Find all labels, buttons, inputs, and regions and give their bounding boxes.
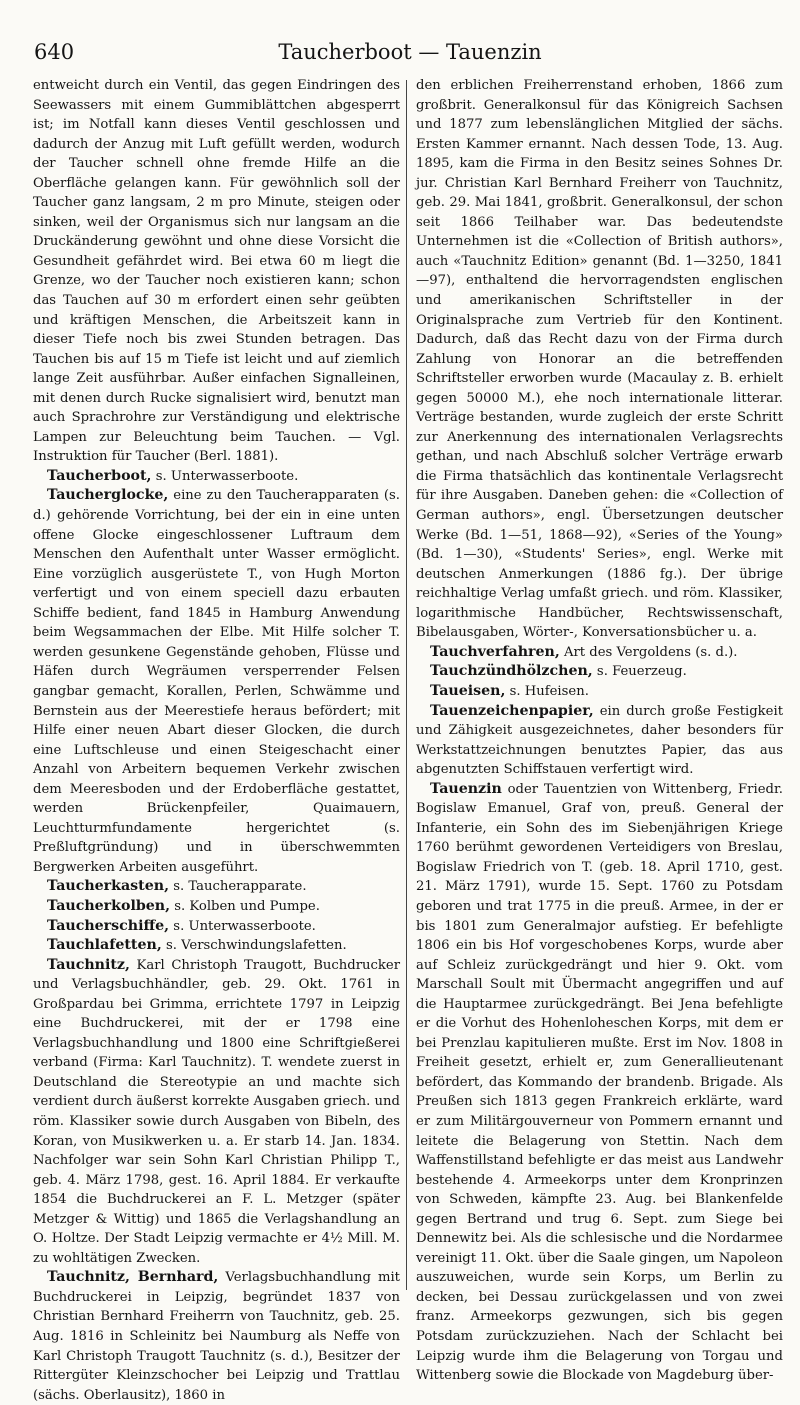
page-header	[34, 38, 786, 68]
entry-headword: Taueisen,	[430, 682, 506, 699]
left-column	[33, 76, 400, 1403]
entry-tauchlafetten	[33, 936, 400, 956]
continuation-text: den erblichen Freiherrenstand erhoben, 1866 zum großbrit. Generalkonsul für das Königreich Sachsen und 1877 zum lebenslänglichen Mitglied der sächs. Ersten Kammer ernannt. Nach dessen Tode, 13. Aug. 1895, kam die Firma in den Besitz seines Sohnes Dr. jur. Christian Karl Bernhard Freiherr von Tauchnitz, geb. 29. Mai 1841, großbrit. Generalkonsul, der schon seit 1866 Teilhaber war. Das bedeutendste Unternehmen ist die «Collection of British authors», auch «Tauchnitz Edition» genannt (Bd. 1—3250, 1841—97), enthaltend die hervorragendsten englischen und amerikanischen Schriftsteller in der Originalsprache zum Vertrieb für den Kontinent. Dadurch, daß das Recht dazu von der Firma durch Zahlung von Honorar an die betreffenden Schriftsteller erworben wurde (Macaulay z. B. erhielt gegen 50000 M.), ehe noch internationale litterar. Verträge bestanden, wurde zugleich der erste Schritt zur Anerkennung des internationalen Verlagsrechts gethan, und nach Abschluß solcher Verträge erwarb die Firma thatsächlich das kontinentale Verlagsrecht für ihre Ausgaben. Daneben gehen: die «Collection of German authors», engl. Übersetzungen deutscher Werke (Bd. 1—51, 1868—92), «Series of the Young» (Bd. 1—30), «Students' Series», engl. Werke mit deutschen Anmerkungen (1886 fg.). Der übrige reichhaltige Verlag umfaßt griech. und röm. Klassiker, logarithmische Handbücher, Rechtswissenschaft, Bibelausgaben, Wörter-, Konversationsbücher u. a.	[416, 78, 783, 641]
entry-headword: Taucherboot,	[47, 467, 152, 484]
entry-text: oder Tauentzien von Wittenberg, Friedr. Bogislaw Emanuel, Graf von, preuß. General der Infanterie, ein Sohn des im Siebenjährigen Kriege 1760 berühmt gewordenen Verteidigers von Breslau, Bogislaw Friedrich von T. (geb. 18. April 1710, gest. 21. März 1791), wurde 15. Sept. 1760 zu Potsdam geboren und trat 1775 in die preuß. Armee, in der er bis 1801 zum Generalmajor aufstieg. Er befehligte 1806 ein bis Hof vorgeschobenes Korps, wurde aber auf Schleiz zurückgedrängt und hier 9. Okt. vom Marschall Soult mit Übermacht angegriffen und auf die Hauptarmee zurückgedrängt. Bei Jena befehligte er die Vorhut des Hohenloheschen Korps, mit dem er bei Prenzlau kapitulieren mußte. Erst im Nov. 1808 in Freiheit gesetzt, erhielt er, zum Generallieutenant befördert, das Kommando der brandenb. Brigade. Als Preußen sich 1813 gegen Frankreich erklärte, ward er zum Militärgouverneur von Pommern ernannt und leitete die Belagerung von Stettin. Nach dem Waffenstillstand befehligte er das meist aus Landwehr bestehende 4. Armeekorps unter dem Kronprinzen von Schweden, kämpfte 23. Aug. bei Blankenfelde gegen Bertrand und trug 6. Sept. zum Siege bei Dennewitz bei. Als die schlesische und die Nordarmee vereinigt 11. Okt. über die Saale gingen, um Napoleon auszuweichen, wurde sein Korps, um Berlin zu decken, bei Dessau zurückgelassen und von zwei franz. Armeekorps gezwungen, sich bis gegen Potsdam zurückzuziehen. Nach der Schlacht bei Leipzig wurde ihm die Belagerung von Torgau und Wittenberg sowie die Blockade von Magdeburg über-	[416, 781, 783, 1384]
entry-text: s. Feuerzeug.	[592, 664, 687, 680]
right-column	[416, 76, 783, 1384]
entry-tauchzuendhoelzchen	[416, 662, 783, 682]
entry-headword: Tauchverfahren,	[430, 643, 560, 660]
entry-tauchnitz	[33, 956, 400, 1269]
page-number: 640	[34, 40, 75, 64]
entry-tauenzeichenpapier	[416, 702, 783, 780]
entry-taucherboot	[33, 467, 400, 487]
entry-headword: Tauchnitz, Bernhard,	[47, 1269, 219, 1286]
entry-taucherschiffe	[33, 917, 400, 937]
entry-text: Karl Christoph Traugott, Buchdrucker und Verlagsbuchhändler, geb. 29. Okt. 1761 in Großpardau bei Grimma, errichtete 1797 in Leipzig eine Buchdruckerei, mit der er 1798 eine Verlagsbuchhandlung und 1800 eine Schriftgießerei verband (Firma: Karl Tauchnitz). T. wendete zuerst in Deutschland die Stereotypie an und machte sich verdient durch äußerst korrekte Ausgaben griech. und röm. Klassiker sowie durch Ausgaben von Bibeln, des Koran, von Musikwerken u. a. Er starb 14. Jan. 1834. Nachfolger war sein Sohn Karl Christian Philipp T., geb. 4. März 1798, gest. 16. April 1884. Er verkaufte 1854 die Buchdruckerei an F. L. Metzger (später Metzger & Wittig) und 1865 die Verlagshandlung an O. Holtze. Der Stadt Leipzig vermachte er 4½ Mill. M. zu wohltätigen Zwecken.	[33, 957, 400, 1266]
entry-headword: Tauenzeichenpapier,	[430, 702, 594, 719]
entry-headword: Taucherglocke,	[47, 487, 169, 504]
entry-tauchnitz-bernhard	[33, 1268, 400, 1405]
entry-headword: Tauenzin	[430, 780, 502, 797]
entry-taucherkolben	[33, 897, 400, 917]
entry-headword: Tauchnitz,	[47, 956, 130, 973]
entry-headword: Tauchlafetten,	[47, 937, 162, 954]
entry-text: Verlagsbuchhandlung mit Buchdruckerei in Leipzig, begründet 1837 von Christian Bernhard Freiherrn von Tauchnitz, geb. 25. Aug. 1816 in Schleinitz bei Naumburg als Neffe von Karl Christoph Traugott Tauchnitz (s. d.), Besitzer der Rittergüter Kleinzschocher bei Leipzig und Trattlau (sächs. Oberlausitz), 1860 in	[33, 1270, 400, 1403]
entry-headword: Tauchzündhölzchen,	[430, 663, 593, 680]
entry-taueisen	[416, 682, 783, 702]
entry-text: s. Kolben und Pumpe.	[170, 898, 320, 914]
entry-text: s. Hufeisen.	[505, 683, 589, 699]
entry-text: s. Taucherapparate.	[169, 879, 307, 895]
entry-tauchverfahren	[416, 643, 783, 663]
entry-headword: Taucherkolben,	[47, 897, 171, 914]
entry-text: s. Unterwasserboote.	[169, 918, 316, 934]
entry-taucherkasten	[33, 877, 400, 897]
entry-headword: Taucherkasten,	[47, 878, 170, 895]
continuation-text: entweicht durch ein Ventil, das gegen Eindringen des Seewassers mit einem Gummiblättchen abgesperrt ist; im Notfall kann dieses Ventil geschlossen und dadurch der Anzug mit Luft gefüllt werden, wodurch der Taucher schnell ohne fremde Hilfe an die Oberfläche gelangen kann. Für gewöhnlich soll der Taucher ganz langsam, 2 m pro Minute, steigen oder sinken, weil der Organismus sich nur langsam an die Druckänderung gewöhnt und ohne diese Vorsicht die Gesundheit gefährdet wird. Bei etwa 60 m liegt die Grenze, wo der Taucher noch existieren kann; schon das Tauchen auf 30 m erfordert einen sehr geübten und kräftigen Menschen, die Arbeitszeit kann in dieser Tiefe noch bis zwei Stunden betragen. Das Tauchen bis auf 15 m Tiefe ist leicht und auf ziemlich lange Zeit ausführbar. Außer einfachen Signalleinen, mit denen durch Rucke signalisiert wird, benutzt man auch Sprachrohre zur Verständigung und elektrische Lampen zur Beleuchtung beim Tauchen. — Vgl. Instruktion für Taucher (Berl. 1881).	[33, 78, 400, 465]
entry-headword: Taucherschiffe,	[47, 917, 170, 934]
entry-text: s. Verschwindungslafetten.	[161, 938, 347, 954]
entry-text: s. Unterwasserboote.	[151, 468, 299, 484]
entry-text: ein durch große Festigkeit und Zähigkeit ausgezeichnetes, daher besonders für Werkstattzeichnungen benutztes Papier, das aus abgenutzten Schiffstauen verfertigt wird.	[416, 703, 783, 778]
entry-text: Art des Vergoldens (s. d.).	[559, 644, 738, 660]
column-divider	[406, 80, 407, 1290]
running-head: Taucherboot — Tauenzin	[278, 40, 542, 64]
entry-tauenzin	[416, 780, 783, 1386]
entry-text: eine zu den Taucherapparaten (s. d.) gehörende Vorrichtung, bei der ein in eine unten offene Glocke eingeschlossener Luftraum dem Menschen den Aufenthalt unter Wasser ermöglicht. Eine vorzüglich ausgerüstete T., von Hugh Morton verfertigt und von einem speciell dazu erbauten Schiffe bedient, fand 1845 in Hamburg Anwendung beim Wegsammachen der Elbe. Mit Hilfe solcher T. werden gesunkene Gegenstände gehoben, Flüsse und Häfen durch Wegräumen versperrender Felsen gangbar gemacht, Korallen, Perlen, Schwämme und Bernstein aus der Meerestiefe heraus befördert; mit Hilfe einer neuen Abart dieser Glocken, die durch eine Luftschleuse und einen Steigeschacht einer Anzahl von Arbeitern bequemen Verkehr zwischen dem Meeresboden und der Erdoberfläche gestattet, werden Brückenpfeiler, Quaimauern, Leuchtturmfundamente hergerichtet (s. Preßluftgründung) und in überschwemmten Bergwerken Arbeiten ausgeführt.	[33, 488, 400, 875]
entry-taucherglocke	[33, 486, 400, 877]
